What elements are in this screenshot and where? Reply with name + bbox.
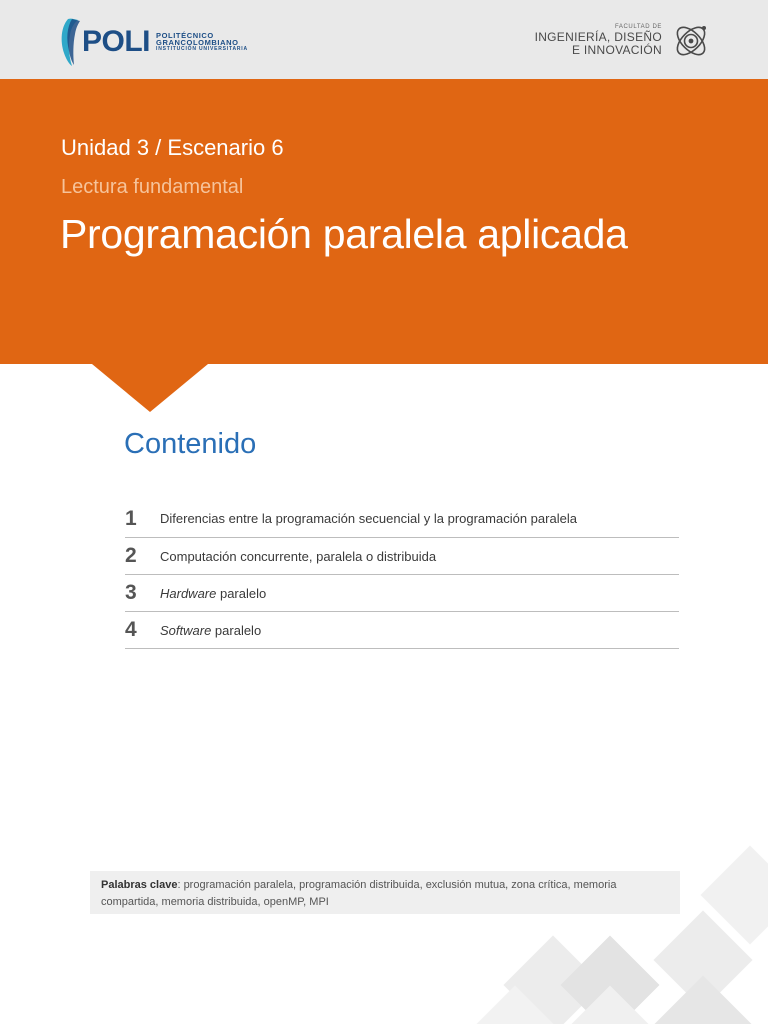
logo-word: POLI [82, 25, 151, 58]
diamond-shape [654, 976, 753, 1024]
faculty-logo [535, 22, 710, 60]
atom-icon [672, 22, 710, 60]
toc-label [160, 623, 261, 638]
toc-label [160, 549, 436, 564]
toc-item-3[interactable] [125, 575, 679, 612]
reading-type: Lectura fundamental [61, 176, 244, 198]
toc-number: 2 [125, 544, 137, 567]
toc-item-4[interactable] [125, 612, 679, 649]
faculty-line-1: INGENIERÍA, DISEÑO [534, 29, 662, 44]
toc-number: 4 [125, 618, 137, 641]
toc-label-italic: Hardware [160, 585, 217, 601]
logo-line-3: INSTITUCIÓN UNIVERSITARIA [156, 46, 248, 53]
faculty-line-2: E INNOVACIÓN [571, 43, 662, 58]
toc-number: 1 [125, 506, 137, 530]
toc-label [160, 586, 266, 601]
keywords-text: : programación paralela, programación distribuida, exclusión mutua, zona crítica, memoria compartida, memoria distribuida, openMP, MPI [101, 879, 617, 908]
faculty-small: FACULTAD DE [614, 23, 662, 30]
table-of-contents [125, 500, 679, 649]
toc-label-italic: Software [160, 622, 212, 638]
toc-label-text: paralelo [216, 585, 267, 601]
keywords-box [90, 871, 680, 914]
faculty-text [535, 24, 662, 58]
logo-line-2: GRANCOLOMBIANO [156, 38, 239, 48]
contents-heading: Contenido [124, 428, 257, 460]
toc-item-2[interactable] [125, 538, 679, 575]
page-title: Programación paralela aplicada [60, 211, 628, 257]
poli-logo-mark-icon [58, 17, 80, 67]
toc-label-text: Diferencias entre la programación secuencial y la programación paralela [160, 511, 577, 526]
poli-logo [58, 16, 248, 68]
keywords-label: Palabras clave [101, 879, 178, 891]
toc-label [160, 511, 577, 526]
toc-item-1[interactable] [125, 500, 679, 538]
logo-subtitle [156, 32, 248, 53]
page-header [0, 0, 768, 79]
toc-number: 3 [125, 581, 137, 604]
logo-line-1: POLITÉCNICO [156, 30, 214, 40]
toc-label-text: Computación concurrente, paralela o distribuida [160, 548, 437, 564]
banner-arrow [92, 364, 208, 412]
toc-label-text: paralelo [211, 622, 262, 638]
unit-label: Unidad 3 / Escenario 6 [61, 135, 284, 160]
decorative-pattern [440, 830, 768, 1024]
